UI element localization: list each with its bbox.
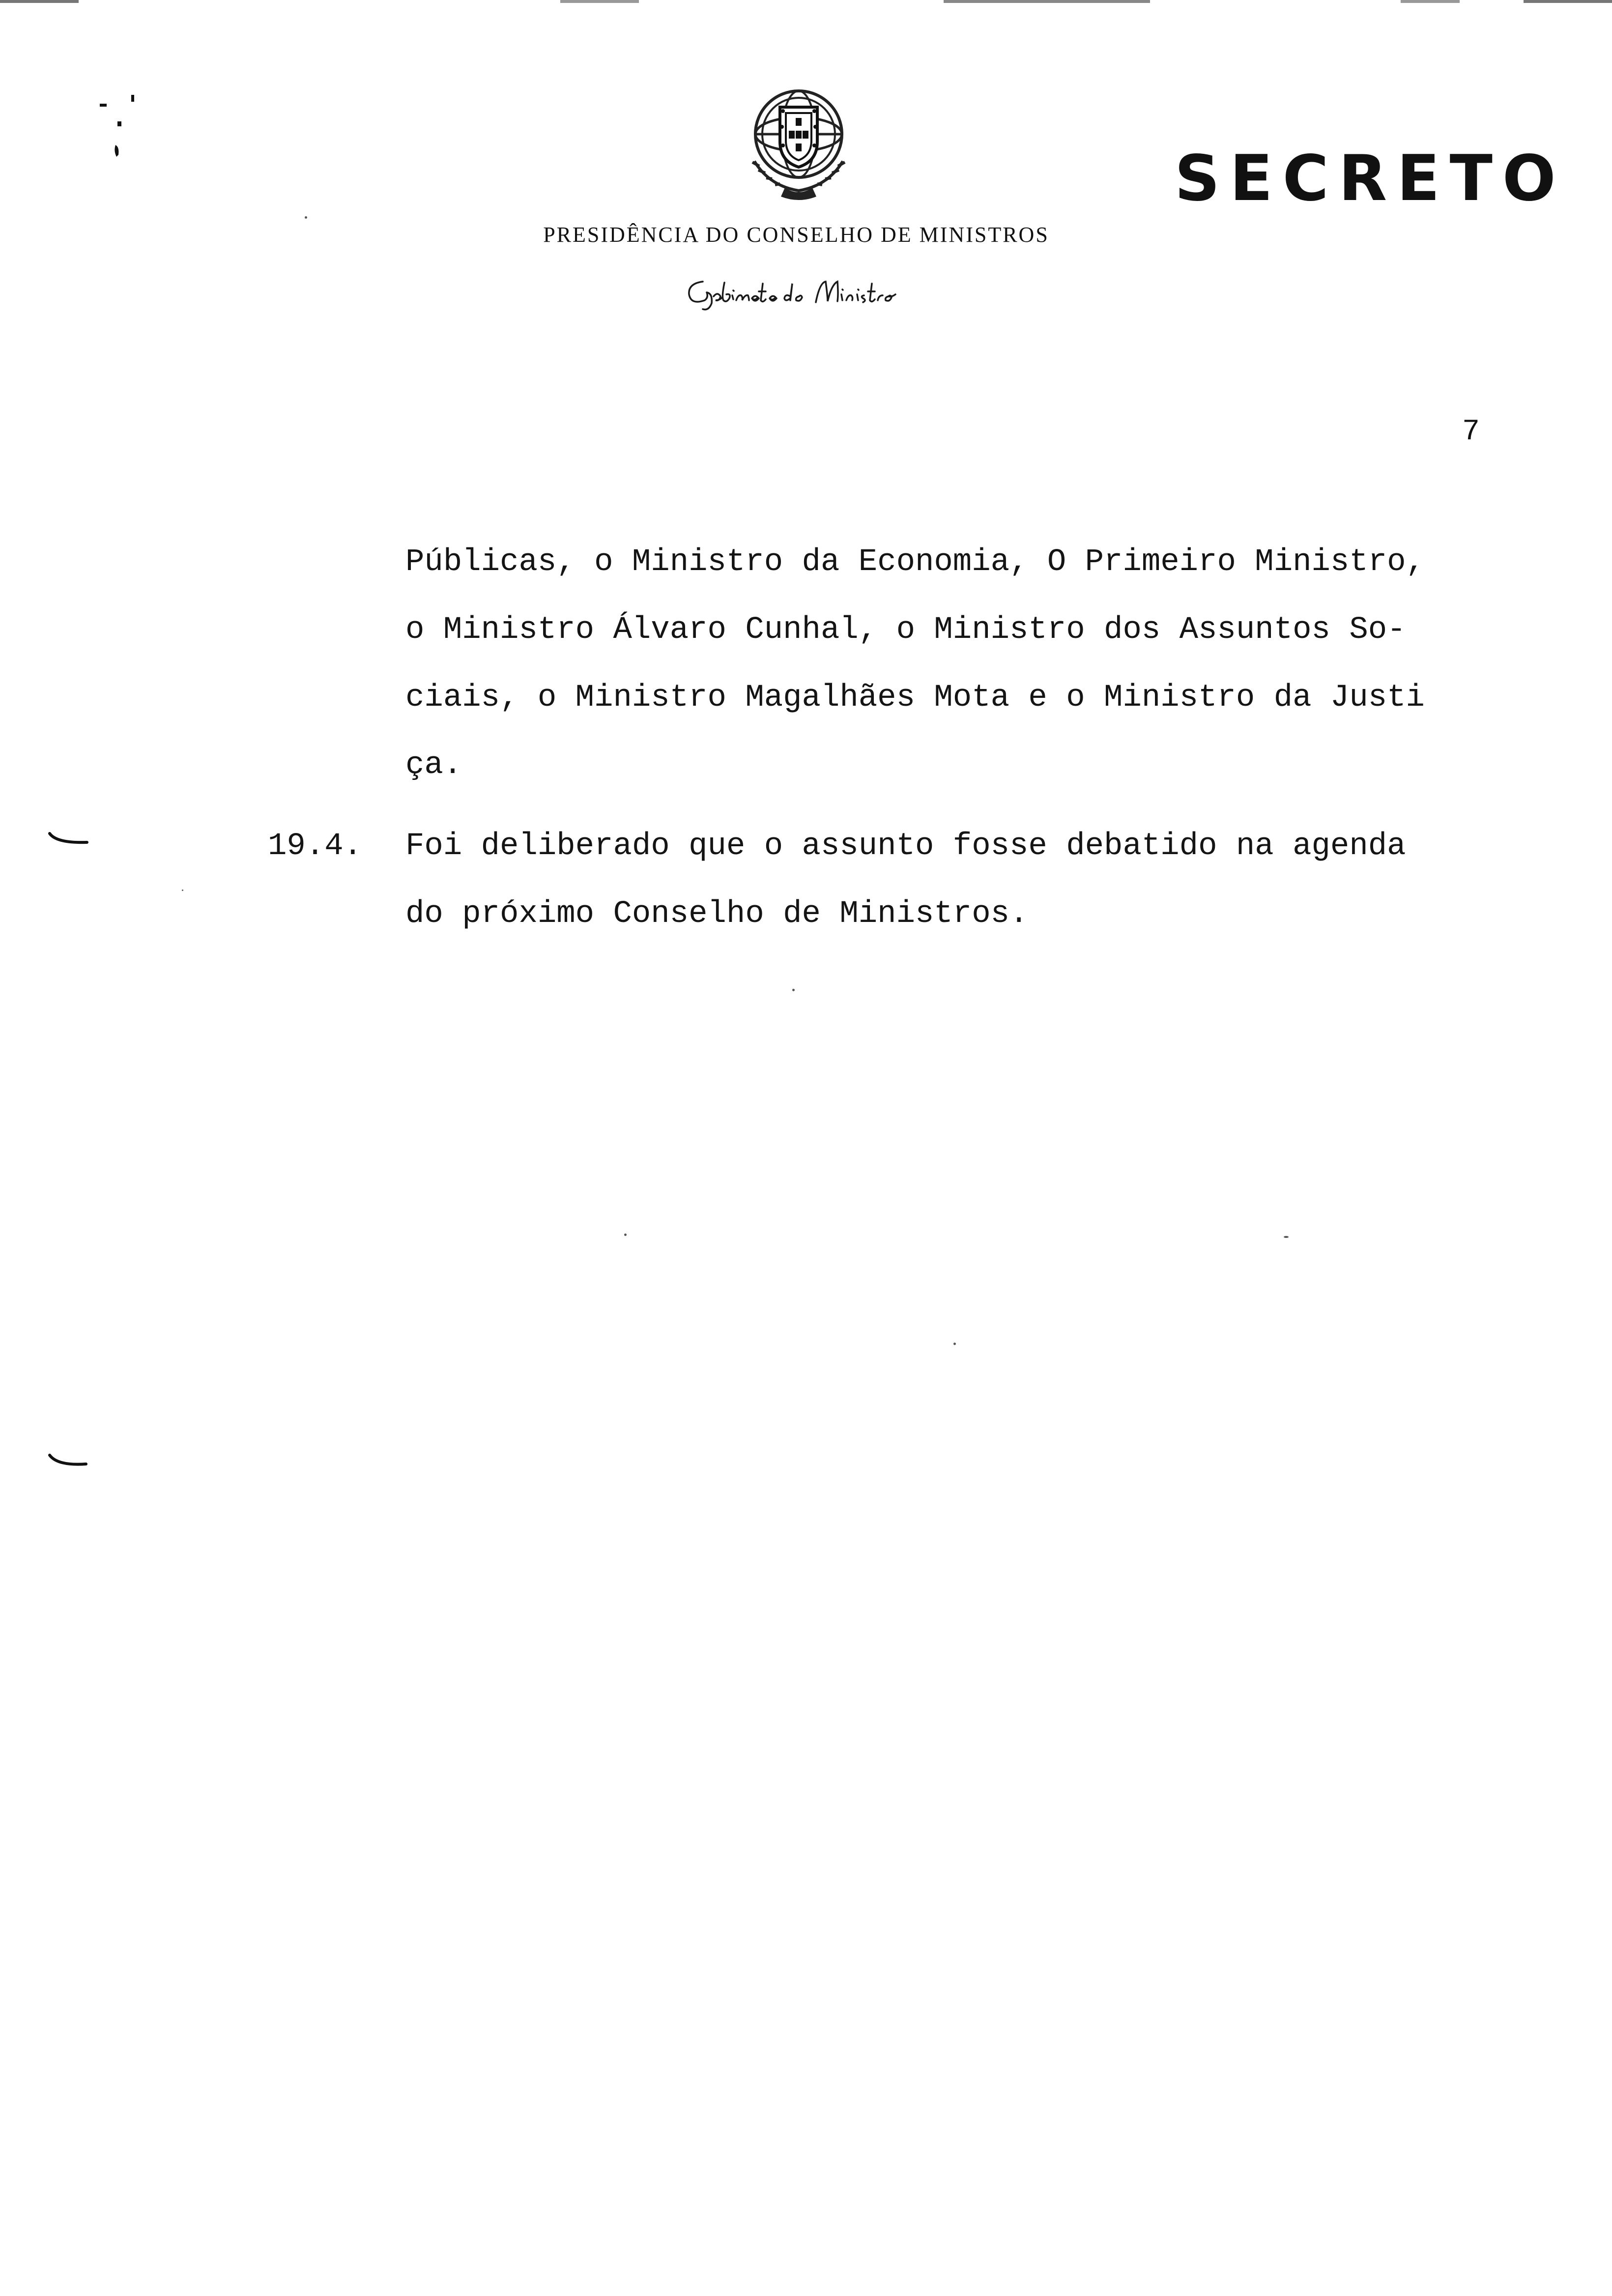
body-line: Públicas, o Ministro da Economia, O Primeiro Ministro, [405,545,1425,580]
institution-header: PRESIDÊNCIA DO CONSELHO DE MINISTROS [543,223,1049,247]
margin-tick [47,1452,96,1472]
body-line: ça. [405,747,462,783]
coat-of-arms-icon [740,87,858,201]
scan-speck [305,216,307,219]
scan-speck [1284,1236,1289,1238]
body-line: ciais, o Ministro Magalhães Mota e o Ministro da Justi [405,680,1425,716]
classification-stamp: SECRETO [1175,142,1566,215]
scan-speck [792,989,795,991]
page-number: 7 [1462,415,1480,449]
scan-edge [0,0,1612,3]
binding-marks [96,91,145,165]
body-line: o Ministro Álvaro Cunhal, o Ministro dos Assuntos So- [405,612,1406,648]
paragraph-number: 19.4. [268,829,363,864]
scan-speck [624,1234,627,1236]
margin-tick [47,831,96,850]
body-line: Foi deliberado que o assunto fosse debatido na agenda [405,829,1406,864]
body-line: do próximo Conselho de Ministros. [405,896,1029,932]
scan-speck [953,1343,956,1345]
cabinet-script-signature [683,273,914,312]
scan-speck [182,890,183,891]
